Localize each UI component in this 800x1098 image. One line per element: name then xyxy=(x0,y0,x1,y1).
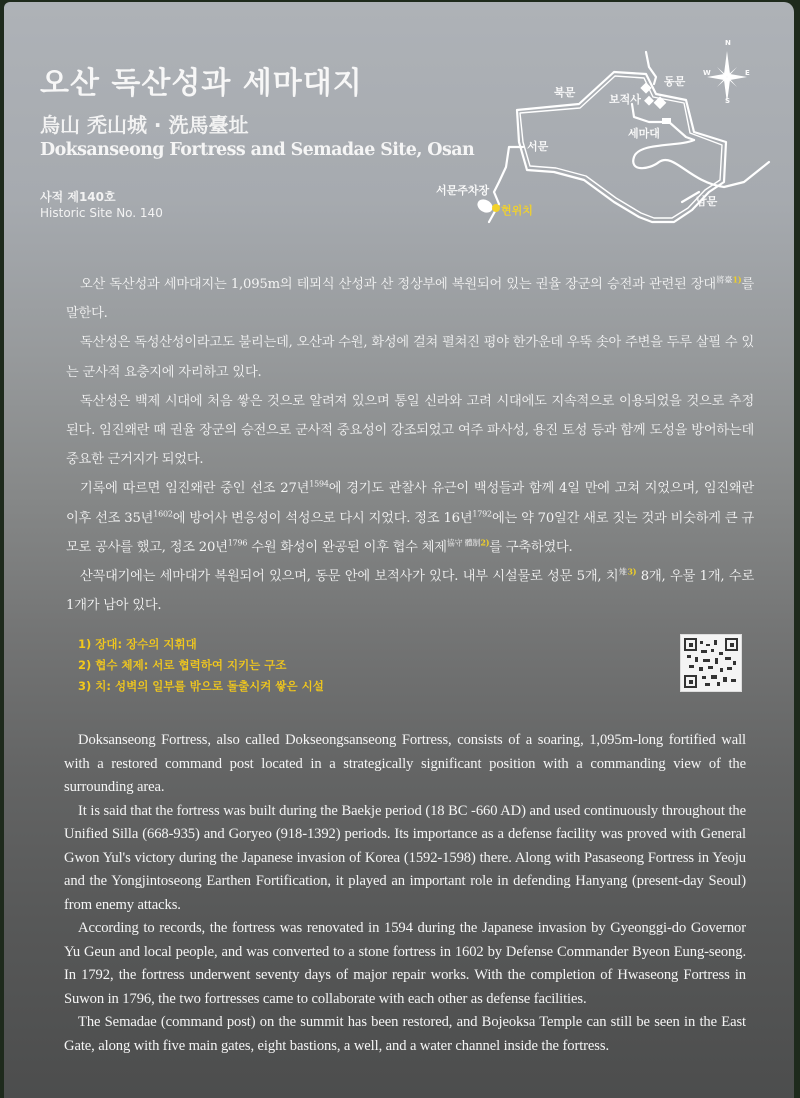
map-label-current-location: 현위치 xyxy=(501,204,533,217)
current-location-icon xyxy=(492,204,500,212)
english-paragraph-4: The Semadae (command post) on the summit has been restored, and Bojeoksa Temple can still be seen in the East Gate, along with five main gates, eight bastions, a well, and a water channel inside the fortress. xyxy=(64,1014,746,1054)
compass-icon xyxy=(707,51,747,103)
korean-paragraph-5: 산꼭대기에는 세마대가 복원되어 있으며, 동문 안에 보적사가 있다. 내부 시설물로 성문 5개, 치$^{雉3)}$ 8개, 우물 1개, 수로 1개가 남아 있다. xyxy=(66,566,754,614)
map-label-south-gate: 남문 xyxy=(696,195,718,208)
title-english: Doksanseong Fortress and Semadae Site, Osan xyxy=(40,140,475,160)
qr-code-icon[interactable] xyxy=(680,634,742,692)
english-description xyxy=(64,729,746,1058)
footnotes xyxy=(78,634,324,697)
compass-east-label: E xyxy=(745,69,750,77)
map-label-bojeoksa: 보적사 xyxy=(609,93,641,106)
footnote-3: 3) 치: 성벽의 일부를 밖으로 돌출시켜 쌓은 시설 xyxy=(78,679,324,693)
korean-paragraph-3: 독산성은 백제 시대에 처음 쌓은 것으로 알려져 있으며 통일 신라와 고려 시대에도 지속적으로 이용되었을 것으로 추정된다. 임진왜란 때 권율 장군의 승전으로 군사적 중요성이 강조되었고 여주 파사성, 용진 토성 등과 함께 도성을 방어하는데 중요한 근거지가 되었다. xyxy=(66,393,754,468)
fortress-map xyxy=(424,39,794,232)
year-annotation: 1796 xyxy=(227,538,248,548)
korean-paragraph-4: 기록에 따르면 임진왜란 중인 선조 27년$^{1594}$에 경기도 관찰사 유근이 백성들과 함께 4일 만에 고쳐 지었으며, 임진왜란 이후 선조 35년$^{1602}$에 방어사 변응성이 석성으로 다시 지었다. 정조 16년$^{1792}$에는 약 70일간 새로 짓는 것과 비슷하게 큰 규모로 공사를 했고, 정조 20년$^{1796}$ 수원 화성이 완공된 이후 협수 체제$^{協守 體制2)}$를 구축하였다. xyxy=(66,480,754,555)
hanja-annotation: 雉 xyxy=(618,567,628,577)
footnote-marker-2: 2) xyxy=(480,537,490,548)
map-label-north-gate: 북문 xyxy=(554,86,576,99)
title-korean: 오산 독산성과 세마대지 xyxy=(40,66,363,101)
map-label-semadae: 세마대 xyxy=(628,127,660,140)
footnote-marker-1: 1) xyxy=(732,274,742,285)
english-paragraph-3: According to records, the fortress was renovated in 1594 during the Japanese invasion by Gyeonggi-do Governor Yu Geun and local people, and was converted to a stone fortress in 1602 by Defense Commander Byeon Eung-seong. In 1792, the fortress underwent seventy days of major repair works. With the completion of Hwaseong Fortress in Suwon in 1796, the two fortresses came to collaborate with each other as defense facilities. xyxy=(64,920,746,1007)
title-hanja: 烏山 禿山城 · 洗馬臺址 xyxy=(40,113,249,137)
site-number-english: Historic Site No. 140 xyxy=(40,206,163,220)
footnote-marker-3: 3) xyxy=(627,566,637,577)
year-annotation: 1594 xyxy=(309,480,329,490)
english-paragraph-1: Doksanseong Fortress, also called Dokseongsanseong Fortress, consists of a soaring, 1,095m-long fortified wall with a restored command post located in a strategically significant position with a commanding view of the surrounding area. xyxy=(64,732,746,795)
korean-paragraph-1: 오산 독산성과 세마대지는 1,095m의 테뫼식 산성과 산 정상부에 복원되어 있는 권율 장군의 승전과 관련된 장대$^{將臺1)}$를 말한다. xyxy=(66,274,754,322)
korean-paragraph-2: 독산성은 독성산성이라고도 불리는데, 오산과 수원, 화성에 걸쳐 펼쳐진 평야 한가운데 우뚝 솟아 주변을 두루 살필 수 있는 군사적 요충지에 자리하고 있다. xyxy=(66,335,754,380)
hanja-annotation: 協守 體制 xyxy=(446,538,481,548)
compass-west-label: W xyxy=(703,69,711,77)
year-annotation: 1602 xyxy=(153,509,173,519)
information-sign xyxy=(4,2,794,1098)
korean-description xyxy=(66,270,754,620)
compass-south-label: S xyxy=(725,97,731,105)
hanja-annotation: 將臺 xyxy=(715,275,733,285)
map-label-west-gate: 서문 xyxy=(527,140,549,153)
footnote-1: 1) 장대: 장수의 지휘대 xyxy=(78,637,197,651)
footnote-2: 2) 협수 체제: 서로 협력하여 지키는 구조 xyxy=(78,658,287,672)
compass-north-label: N xyxy=(725,39,731,47)
map-paths xyxy=(424,42,794,232)
map-label-west-gate-parking: 서문주차장 xyxy=(436,184,490,197)
map-label-east-gate: 동문 xyxy=(664,75,686,88)
year-annotation: 1792 xyxy=(472,509,492,519)
english-paragraph-2: It is said that the fortress was built during the Baekje period (18 BC -660 AD) and used continuously throughout the Unified Silla (668-935) and Goryeo (918-1392) periods. Its importance as a defense facility was proved with General Gwon Yul's victory during the Japanese invasion of Korea (1592-1598) there. Along with Pasaseong Fortress in Yeoju and the Yongjintoseong Earthen Fortification, it played an important role in defending Hanyang (present-day Seoul) from enemy attacks. xyxy=(64,802,746,913)
site-number-korean: 사적 제140호 xyxy=(40,190,116,204)
